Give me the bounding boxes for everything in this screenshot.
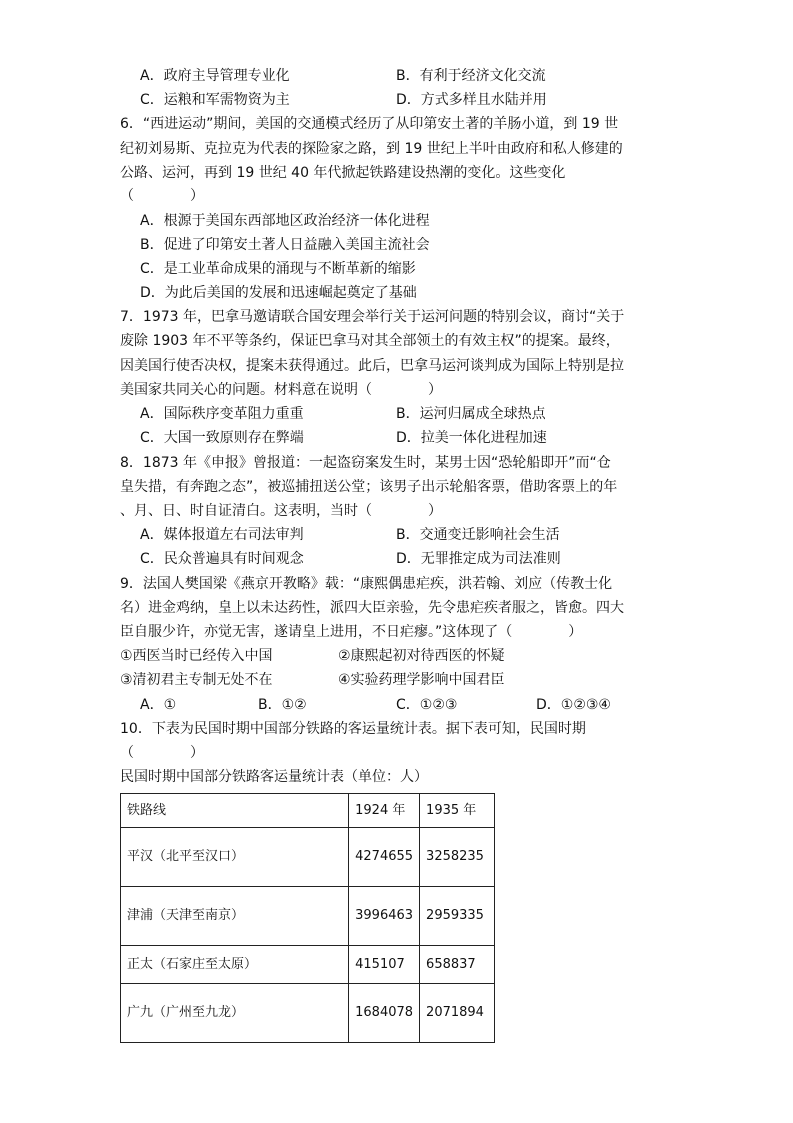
q5-option-c: C．运粮和军需物资为主 <box>140 92 290 108</box>
q6-option-b: B．促进了印第安土著人日益融入美国主流社会 <box>140 237 430 253</box>
table-header-row <box>121 794 495 828</box>
value-1924: 1684078 <box>349 984 420 1043</box>
q6-answer-blank: （ ） <box>120 188 204 204</box>
q5-option-a: A．政府主导管理专业化 <box>140 68 290 84</box>
railway-name: 平汉（北平至汉口） <box>121 828 349 887</box>
q9-stem-line-3: 臣自服少许，亦觉无害，遂请皇上进用，不日疟瘳。”这体现了（ ） <box>120 624 583 640</box>
q8-option-b: B．交通变迁影响社会生活 <box>396 527 560 543</box>
value-1924: 415107 <box>349 946 420 984</box>
table-row <box>121 828 495 887</box>
q7-stem-line-4: 美国家共同关心的问题。材料意在说明（ ） <box>120 382 442 398</box>
railway-name: 津浦（天津至南京） <box>121 887 349 946</box>
q5-option-b: B．有利于经济文化交流 <box>396 68 546 84</box>
q7-stem-line-3: 因美国行使否决权，提案未获得通过。此后，巴拿马运河谈判成为国际上特别是拉 <box>120 358 624 374</box>
q8-option-c: C．民众普遍具有时间观念 <box>140 551 304 567</box>
q5-option-d: D．方式多样且水陆并用 <box>396 92 547 108</box>
header-railway: 铁路线 <box>121 794 349 828</box>
value-1924: 4274655 <box>349 828 420 887</box>
q7-option-a: A．国际秩序变革阻力重重 <box>140 406 304 422</box>
q8-stem-line-3: 、月、日、时自证清白。这表明，当时（ ） <box>120 503 442 519</box>
table-row <box>121 984 495 1043</box>
q8-option-d: D．无罪推定成为司法准则 <box>396 551 561 567</box>
q10-answer-blank: （ ） <box>120 745 204 761</box>
q9-option-c: C．①②③ <box>396 697 458 713</box>
q6-stem-line-3: 公路、运河，再到 19 世纪 40 年代掀起铁路建设热潮的变化。这些变化 <box>120 165 566 181</box>
q6-option-c: C．是工业革命成果的涌现与不断革新的缩影 <box>140 261 416 277</box>
q7-option-c: C．大国一致原则存在弊端 <box>140 430 304 446</box>
q6-option-a: A．根源于美国东西部地区政治经济一体化进程 <box>140 213 430 229</box>
q6-stem-line-2: 纪初刘易斯、克拉克为代表的探险家之路，到 19 世纪上半叶由政府和私人修建的 <box>120 141 623 157</box>
railway-name: 广九（广州至九龙） <box>121 984 349 1043</box>
q9-option-d: D．①②③④ <box>536 697 611 713</box>
q7-option-b: B．运河归属成全球热点 <box>396 406 546 422</box>
q9-statement-4: ④实验药理学影响中国君臣 <box>338 672 505 688</box>
table-caption: 民国时期中国部分铁路客运量统计表（单位：人） <box>120 769 428 785</box>
q9-statement-3: ③清初君主专制无处不在 <box>120 672 273 688</box>
header-1924: 1924 年 <box>349 794 420 828</box>
railway-name: 正太（石家庄至太原） <box>121 946 349 984</box>
table-row <box>121 946 495 984</box>
q9-statement-2: ②康熙起初对待西医的怀疑 <box>338 648 505 664</box>
q9-statement-1: ①西医当时已经传入中国 <box>120 648 273 664</box>
header-1935: 1935 年 <box>420 794 495 828</box>
q10-stem-line-1: 10．下表为民国时期中国部分铁路的客运量统计表。据下表可知，民国时期 <box>120 721 586 737</box>
q6-stem-line-1: 6．“西进运动”期间，美国的交通模式经历了从印第安土著的羊肠小道，到 19 世 <box>120 116 619 132</box>
passenger-volume-table <box>120 793 495 1043</box>
table-row <box>121 887 495 946</box>
value-1935: 3258235 <box>420 828 495 887</box>
q9-stem-line-2: 名）进金鸡纳，皇上以未达药性，派四大臣亲验，先令患疟疾者服之，皆愈。四大 <box>120 600 624 616</box>
q8-stem-line-1: 8．1873 年《申报》曾报道：一起盗窃案发生时，某男士因“恐轮船即开”而“仓 <box>120 455 611 471</box>
value-1924: 3996463 <box>349 887 420 946</box>
q9-stem-line-1: 9．法国人樊国梁《燕京开教略》载：“康熙偶患疟疾，洪若翰、刘应（传教士化 <box>120 576 613 592</box>
q7-option-d: D．拉美一体化进程加速 <box>396 430 547 446</box>
q7-stem-line-2: 废除 1903 年不平等条约，保证巴拿马对其全部领土的有效主权”的提案。最终， <box>120 333 620 349</box>
q9-option-a: A．① <box>140 697 177 713</box>
q8-option-a: A．媒体报道左右司法审判 <box>140 527 304 543</box>
value-1935: 2071894 <box>420 984 495 1043</box>
q8-stem-line-2: 皇失措，有奔跑之态”，被巡捕扭送公堂；该男子出示轮船客票，借助客票上的年 <box>120 479 618 495</box>
value-1935: 658837 <box>420 946 495 984</box>
q7-stem-line-1: 7．1973 年，巴拿马邀请联合国安理会举行关于运河问题的特别会议，商讨“关于 <box>120 309 625 325</box>
q6-option-d: D．为此后美国的发展和迅速崛起奠定了基础 <box>140 285 417 301</box>
value-1935: 2959335 <box>420 887 495 946</box>
q9-option-b: B．①② <box>258 697 307 713</box>
